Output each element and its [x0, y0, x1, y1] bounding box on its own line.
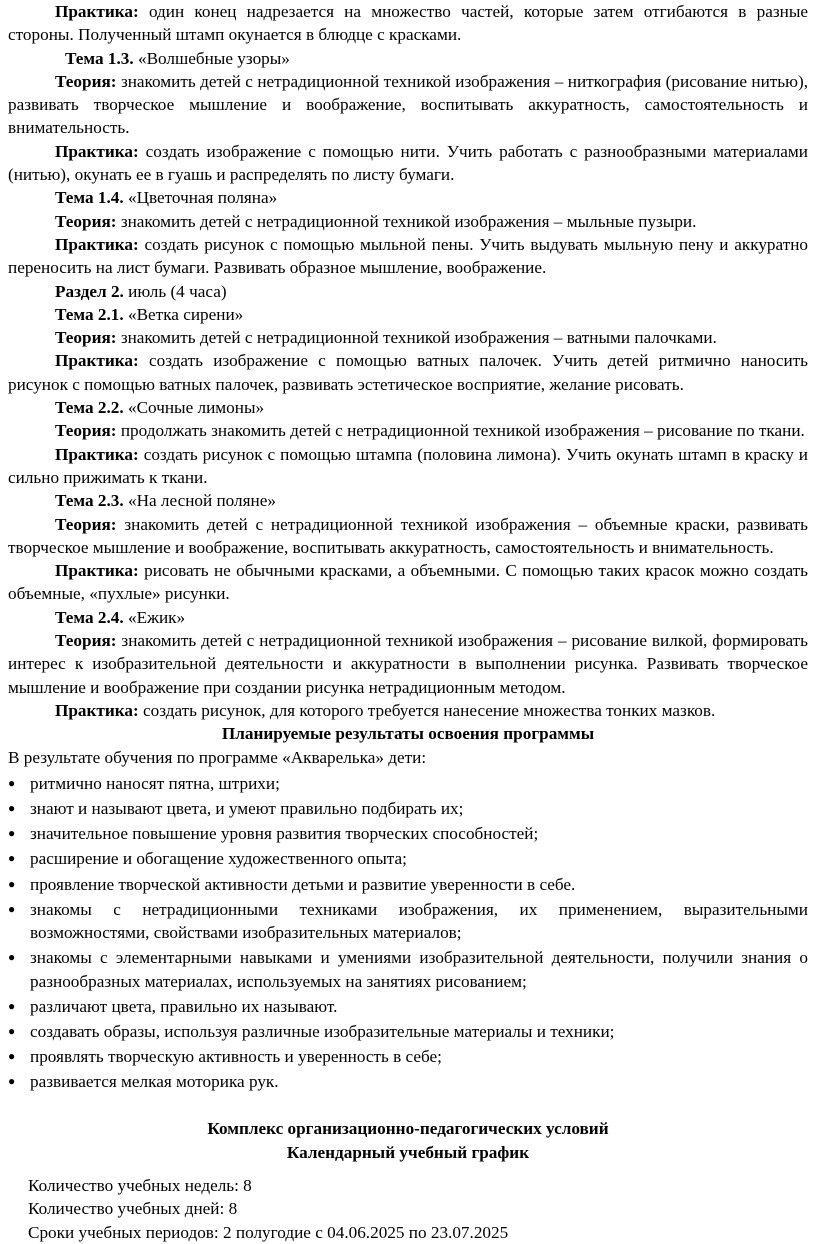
- topic-heading: [8, 489, 808, 512]
- list-item-text: создавать образы, используя различные изобразительные материалы и техники;: [30, 1021, 615, 1041]
- bullet-icon: ●: [8, 950, 16, 965]
- label-theory: Теория:: [55, 631, 117, 651]
- list-item-text: ритмично наносят пятна, штрихи;: [30, 773, 280, 793]
- bullet-icon: ●: [8, 1074, 16, 1089]
- paragraph-text: знакомить детей с нетрадиционной техникой изображения – объемные краски, развивать творческое мышление и воображение, воспитывать аккуратность, самостоятельность и внимательность.: [8, 514, 808, 557]
- list-item: [8, 1045, 808, 1068]
- label-theory: Теория:: [55, 211, 117, 231]
- list-item: [8, 898, 808, 945]
- list-item-text: развивается мелкая моторика рук.: [30, 1072, 279, 1092]
- schedule-details: [8, 1174, 808, 1244]
- bullet-icon: ●: [8, 1023, 16, 1038]
- label-practice: Практика:: [55, 351, 139, 371]
- topic-number: Тема 2.4.: [55, 607, 124, 627]
- paragraph-theory: [8, 513, 808, 560]
- topic-number: Тема 1.4.: [55, 188, 124, 208]
- bullet-icon: ●: [8, 901, 16, 916]
- list-item: [8, 873, 808, 896]
- paragraph-theory: [8, 210, 808, 233]
- topic-heading: [8, 47, 808, 70]
- paragraph-practice: [8, 699, 808, 722]
- topic-number: Тема 1.3.: [65, 48, 134, 68]
- paragraph-text: знакомить детей с нетрадиционной техникой изображения – ниткография (рисование нитью), развивать творческое мышление и воображение, воспитывать аккуратность, самостоятельность и внимательность.: [8, 71, 808, 138]
- paragraph-theory: [8, 326, 808, 349]
- bullet-icon: ●: [8, 998, 16, 1013]
- label-practice: Практика:: [55, 561, 139, 581]
- list-item-text: проявление творческой активности детьми и развитие уверенности в себе.: [30, 874, 576, 894]
- results-list: [8, 772, 808, 1094]
- topic-title: «Волшебные узоры»: [133, 48, 290, 68]
- topic-number: Тема 2.1.: [55, 304, 124, 324]
- label-practice: Практика:: [55, 700, 139, 720]
- label-practice: Практика:: [55, 2, 139, 21]
- label-practice: Практика:: [55, 141, 139, 161]
- topic-title: «Цветочная поляна»: [123, 188, 278, 208]
- paragraph-practice: [8, 140, 808, 187]
- bullet-icon: ●: [8, 1049, 16, 1064]
- list-item: [8, 1070, 808, 1093]
- paragraph-text: знакомить детей с нетрадиционной техникой изображения – мыльные пузыри.: [116, 211, 697, 231]
- conditions-heading: Комплекс организационно-педагогических условий: [207, 1119, 609, 1139]
- topic-number: Тема 2.2.: [55, 398, 124, 418]
- document-page: [8, 0, 808, 1244]
- section-heading: [8, 280, 808, 303]
- paragraph-text: создать рисунок с помощью мыльной пены. Учить выдувать мыльную пену и аккуратно переносить на лист бумаги. Развивать образное мышление, воображение.: [8, 234, 808, 278]
- weeks-count: Количество учебных недель: 8: [28, 1176, 252, 1196]
- list-item: [8, 772, 808, 795]
- list-item: [8, 1020, 808, 1043]
- bullet-icon: ●: [8, 851, 16, 866]
- list-item-text: различают цвета, правильно их называют.: [30, 996, 338, 1016]
- paragraph-text: продолжать знакомить детей с нетрадиционной техникой изображения – рисование по ткани.: [116, 421, 805, 441]
- list-item-text: расширение и обогащение художественного опыта;: [30, 849, 407, 869]
- label-theory: Теория:: [55, 421, 117, 441]
- list-item-text: знакомы с элементарными навыками и умениями изобразительной деятельности, получили знания о разнообразных материалах, используемых на занятиях рисованием;: [30, 948, 808, 991]
- topic-heading: [8, 186, 808, 209]
- list-item-text: знают и называют цвета, и умеют правильно подбирать их;: [30, 798, 464, 818]
- paragraph-practice: [8, 349, 808, 396]
- paragraph-text: знакомить детей с нетрадиционной техникой изображения – ватными палочками.: [116, 328, 717, 348]
- paragraph-theory: [8, 70, 808, 140]
- label-practice: Практика:: [55, 444, 139, 464]
- label-theory: Теория:: [55, 514, 117, 534]
- topic-heading: [8, 396, 808, 419]
- days-count: Количество учебных дней: 8: [28, 1199, 238, 1219]
- paragraph-text: знакомить детей с нетрадиционной техникой изображения – рисование вилкой, формировать интерес к изобразительной деятельности и аккуратности в выполнении рисунка. Развивать творческое мышление и воображение при создании рисунка нетрадиционным методом.: [8, 631, 808, 697]
- topic-heading: [8, 303, 808, 326]
- list-item: [8, 822, 808, 845]
- list-item: [8, 946, 808, 993]
- label-theory: Теория:: [55, 71, 117, 91]
- paragraph-practice: [8, 233, 808, 280]
- list-item: [8, 995, 808, 1018]
- spacer: [8, 1164, 808, 1174]
- bullet-icon: ●: [8, 826, 16, 841]
- section-number: Раздел 2.: [55, 281, 124, 301]
- results-intro: В результате обучения по программе «Акварелька» дети:: [8, 747, 427, 767]
- list-item-text: знакомы с нетрадиционными техниками изображения, их применением, выразительными возможностями, свойствами изобразительных материалов;: [30, 899, 808, 943]
- schedule-heading: Календарный учебный график: [286, 1142, 530, 1162]
- paragraph-practice: [8, 443, 808, 490]
- spacer: [8, 1095, 808, 1117]
- label-practice: Практика:: [55, 234, 139, 254]
- bullet-icon: ●: [8, 876, 16, 891]
- bullet-icon: ●: [8, 775, 16, 790]
- paragraph-text: создать изображение с помощью ватных палочек. Учить детей ритмично наносить рисунок с помощью ватных палочек, развивать эстетическое восприятие, желание рисовать.: [8, 351, 808, 394]
- results-heading: Планируемые результаты освоения программы: [221, 724, 595, 744]
- topic-number: Тема 2.3.: [55, 491, 124, 511]
- topic-title: «Сочные лимоны»: [123, 398, 265, 418]
- list-item: [8, 847, 808, 870]
- topic-title: «На лесной поляне»: [123, 491, 276, 511]
- list-item-text: значительное повышение уровня развития творческих способностей;: [30, 824, 539, 844]
- section-title: июль (4 часа): [123, 281, 227, 301]
- paragraph-theory: [8, 419, 808, 442]
- bullet-icon: ●: [8, 800, 16, 815]
- paragraph-practice: [8, 0, 808, 47]
- paragraph-text: создать рисунок с помощью штампа (половина лимона). Учить окунать штамп в краску и сильно прижимать к ткани.: [8, 444, 808, 487]
- paragraph-text: один конец надрезается на множество частей, которые затем отгибаются в разные стороны. Полученный штамп окунается в блюдце с красками.: [8, 2, 808, 45]
- paragraph-text: создать рисунок, для которого требуется нанесение множества тонких мазков.: [138, 700, 716, 720]
- topic-title: «Ежик»: [123, 607, 186, 627]
- list-item-text: проявлять творческую активность и уверенность в себе;: [30, 1047, 442, 1067]
- list-item: [8, 797, 808, 820]
- topic-title: «Ветка сирени»: [123, 304, 244, 324]
- paragraph-text: создать изображение с помощью нити. Учить работать с разнообразными материалами (нитью), окунать ее в гуашь и распределять по листу бумаги.: [8, 141, 808, 185]
- topic-heading: [8, 606, 808, 629]
- paragraph-practice: [8, 559, 808, 606]
- label-theory: Теория:: [55, 328, 117, 348]
- study-periods: Сроки учебных периодов: 2 полугодие с 04.06.2025 по 23.07.2025: [28, 1222, 509, 1242]
- paragraph-theory: [8, 629, 808, 699]
- paragraph-text: рисовать не обычными красками, а объемными. С помощью таких красок можно создать объемные, «пухлые» рисунки.: [8, 561, 808, 604]
